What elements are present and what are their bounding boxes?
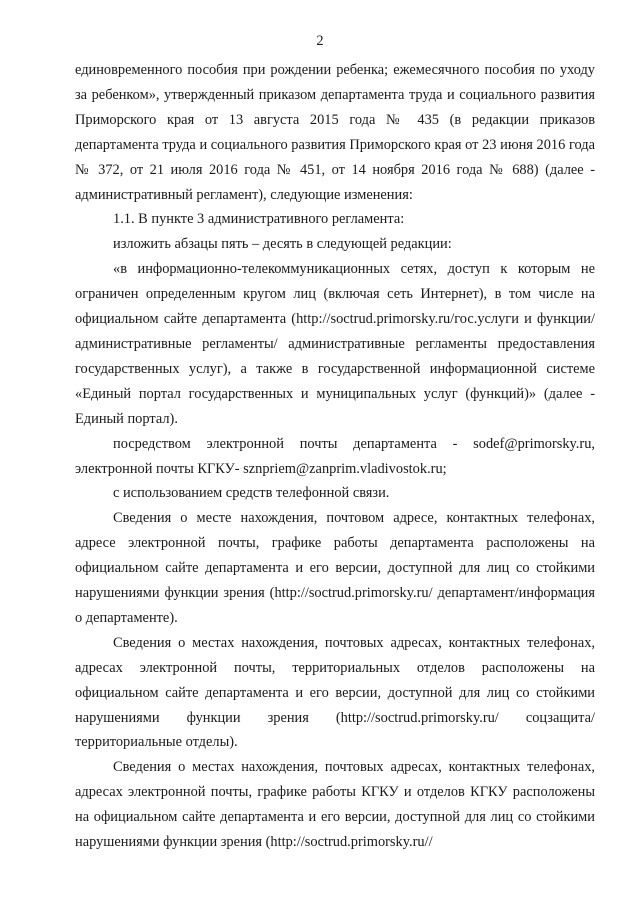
paragraph-continuation: единовременного пособия при рождении ребенка; ежемесячного пособия по уходу за ребенком», утвержденный приказом департамента труда и социального развития Приморского края от 13 августа 2015 года № 435 (в редакции приказов департамента труда и социального развития Приморского края от 23 июня 2016 года № 372, от 21 июля 2016 года № 451, от 14 ноября 2016 года № 688) (далее - административный регламент), следующие изменения: bbox=[75, 62, 595, 203]
page-number: 2 bbox=[316, 33, 324, 49]
paragraph-phone: с использованием средств телефонной связи. bbox=[113, 485, 390, 502]
paragraph-email: посредством электронной почты департамента - sodef@primorsky.ru, электронной почты КГКУ- sznpriem@zanprim.vladivostok.ru; bbox=[75, 435, 595, 477]
paragraph-territorial-offices: Сведения о местах нахождения, почтовых адресах, контактных телефонах, адресах электронной почты, территориальных отделов расположены на официальном сайте департамента и его версии, доступной для лиц со стойкими нарушениями функции зрения (http://soctrud.primorsky.ru/ соцзащита/территориальные отделы). bbox=[75, 634, 595, 751]
paragraph-item-1-1: 1.1. В пункте 3 административного регламента: bbox=[113, 211, 405, 228]
paragraph-department-info: Сведения о месте нахождения, почтовом адресе, контактных телефонах, адресе электронной почты, графике работы департамента расположены на официальном сайте департамента и его версии, доступной для лиц со стойкими нарушениями функции зрения (http://soctrud.primorsky.ru/ департамент/информация о департаменте). bbox=[75, 510, 595, 626]
paragraph-instruction: изложить абзацы пять – десять в следующей редакции: bbox=[113, 236, 452, 253]
paragraph-info-networks: «в информационно-телекоммуникационных сетях, доступ к которым не ограничен определенным кругом лиц (включая сеть Интернет), в том числе на официальном сайте департамента (http://soctrud.primorsky.ru/гос.услуги и функции/административные регламенты/ административные регламенты предоставления государственных услуг), а также в государственной информационной системе «Единый портал государственных и муниципальных услуг (функций)» (далее - Единый портал). bbox=[75, 261, 595, 427]
paragraph-kgku-info: Сведения о местах нахождения, почтовых адресах, контактных телефонах, адресах электронной почты, графике работы КГКУ и отделов КГКУ расположены на официальном сайте департамента и его версии, доступной для лиц со стойкими нарушениями функции зрения (http://soctrud.primorsky.ru// bbox=[75, 759, 595, 851]
document-body bbox=[75, 58, 595, 855]
